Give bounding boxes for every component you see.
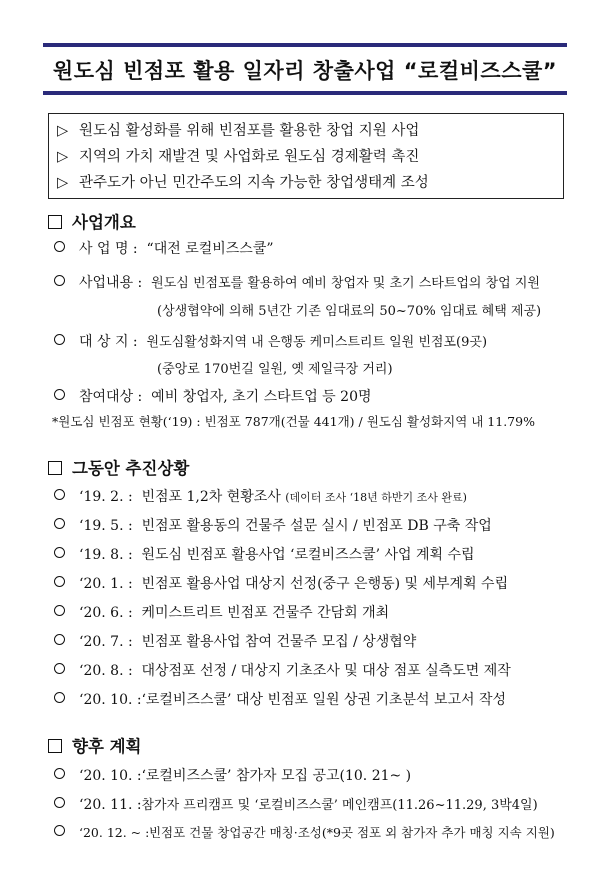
circle-bullet-icon <box>54 797 65 808</box>
progress-item: ‘20. 6. : 케미스트리트 빈점포 건물주 간담회 개최 <box>54 602 389 622</box>
circle-bullet-icon <box>54 389 65 400</box>
section-heading-plan: 향후 계획 <box>48 733 142 757</box>
section-heading-overview: 사업개요 <box>48 209 136 233</box>
progress-item: ‘19. 8. : 원도심 빈점포 활용사업 ‘로컬비즈스쿨’ 사업 계획 수립 <box>54 544 475 564</box>
overview-content-row: 사업내용 : 원도심 빈점포를 활용하여 예비 창업자 및 초기 스타트업의 창업 지원 <box>54 272 540 292</box>
circle-bullet-icon <box>54 576 65 587</box>
overview-name-row: 사 업 명 : “대전 로컬비즈스쿨” <box>54 238 274 258</box>
circle-bullet-icon <box>54 489 65 500</box>
circle-bullet-icon <box>54 634 65 645</box>
circle-bullet-icon <box>54 275 65 286</box>
triangle-icon: ▷ <box>57 123 69 139</box>
summary-line: ▷ 관주도가 아닌 민간주도의 지속 가능한 창업생태계 조성 <box>57 170 563 196</box>
square-icon <box>48 739 62 753</box>
overview-target-row: 대 상 지 : 원도심활성화지역 내 은행동 케미스트리트 일원 빈점포(9곳) <box>54 331 487 351</box>
progress-item: ‘20. 8. : 대상점포 선정 / 대상지 기초조사 및 대상 점포 실측도면 제작 <box>54 660 511 680</box>
circle-bullet-icon <box>54 334 65 345</box>
overview-target-sub: (중앙로 170번길 일원, 옛 제일극장 거리) <box>157 362 393 377</box>
overview-content-sub: (상생협약에 의해 5년간 기존 임대료의 50~70% 임대료 혜택 제공) <box>157 304 542 319</box>
title-top-rule <box>43 43 567 47</box>
progress-item: ‘20. 7. : 빈점포 활용사업 참여 건물주 모집 / 상생협약 <box>54 631 416 651</box>
square-icon <box>48 461 62 475</box>
overview-note: *원도심 빈점포 현황(‘19) : 빈점포 787개(건물 441개) / 원도심 활성화지역 내 11.79% <box>52 414 535 429</box>
plan-item: ‘20. 12. ~ : 빈점포 건물 창업공간 매칭·조성(*9곳 점포 외 참가자 추가 매칭 지속 지원) <box>54 823 555 841</box>
circle-bullet-icon <box>54 518 65 529</box>
progress-item: ‘19. 2. : 빈점포 1,2차 현황조사 (데이터 조사 ‘18년 하반기 조사 완료) <box>54 486 467 506</box>
progress-item: ‘20. 1. : 빈점포 활용사업 대상지 선정(중구 은행동) 및 세부계획 수립 <box>54 573 508 593</box>
section-heading-progress: 그동안 추진상황 <box>48 455 189 479</box>
plan-item: ‘20. 11. : 참가자 프리캠프 및 ‘로컬비즈스쿨’ 메인캠프(11.26~11.29, 3박4일) <box>54 794 538 813</box>
triangle-icon: ▷ <box>57 149 69 165</box>
progress-item: ‘20. 10. : ‘로컬비즈스쿨’ 대상 빈점포 일원 상권 기초분석 보고서 작성 <box>54 689 506 709</box>
document-title: 원도심 빈점포 활용 일자리 창출사업 “로컬비즈스쿨” <box>52 59 558 83</box>
summary-line: ▷ 원도심 활성화를 위해 빈점포를 활용한 창업 지원 사업 <box>57 118 563 144</box>
circle-bullet-icon <box>54 825 65 836</box>
title-bottom-rule <box>43 91 567 95</box>
circle-bullet-icon <box>54 768 65 779</box>
overview-participant-row: 참여대상 : 예비 창업자, 초기 스타트업 등 20명 <box>54 386 372 406</box>
circle-bullet-icon <box>54 692 65 703</box>
summary-box <box>48 113 564 199</box>
circle-bullet-icon <box>54 605 65 616</box>
triangle-icon: ▷ <box>57 175 69 191</box>
progress-item: ‘19. 5. : 빈점포 활용동의 건물주 설문 실시 / 빈점포 DB 구축 작업 <box>54 515 492 535</box>
summary-line: ▷ 지역의 가치 재발견 및 사업화로 원도심 경제활력 촉진 <box>57 144 563 170</box>
title-box <box>43 43 567 95</box>
circle-bullet-icon <box>54 547 65 558</box>
circle-bullet-icon <box>54 663 65 674</box>
square-icon <box>48 215 62 229</box>
plan-item: ‘20. 10. : ‘로컬비즈스쿨’ 참가자 모집 공고(10. 21~ ) <box>54 765 411 785</box>
circle-bullet-icon <box>54 241 65 252</box>
